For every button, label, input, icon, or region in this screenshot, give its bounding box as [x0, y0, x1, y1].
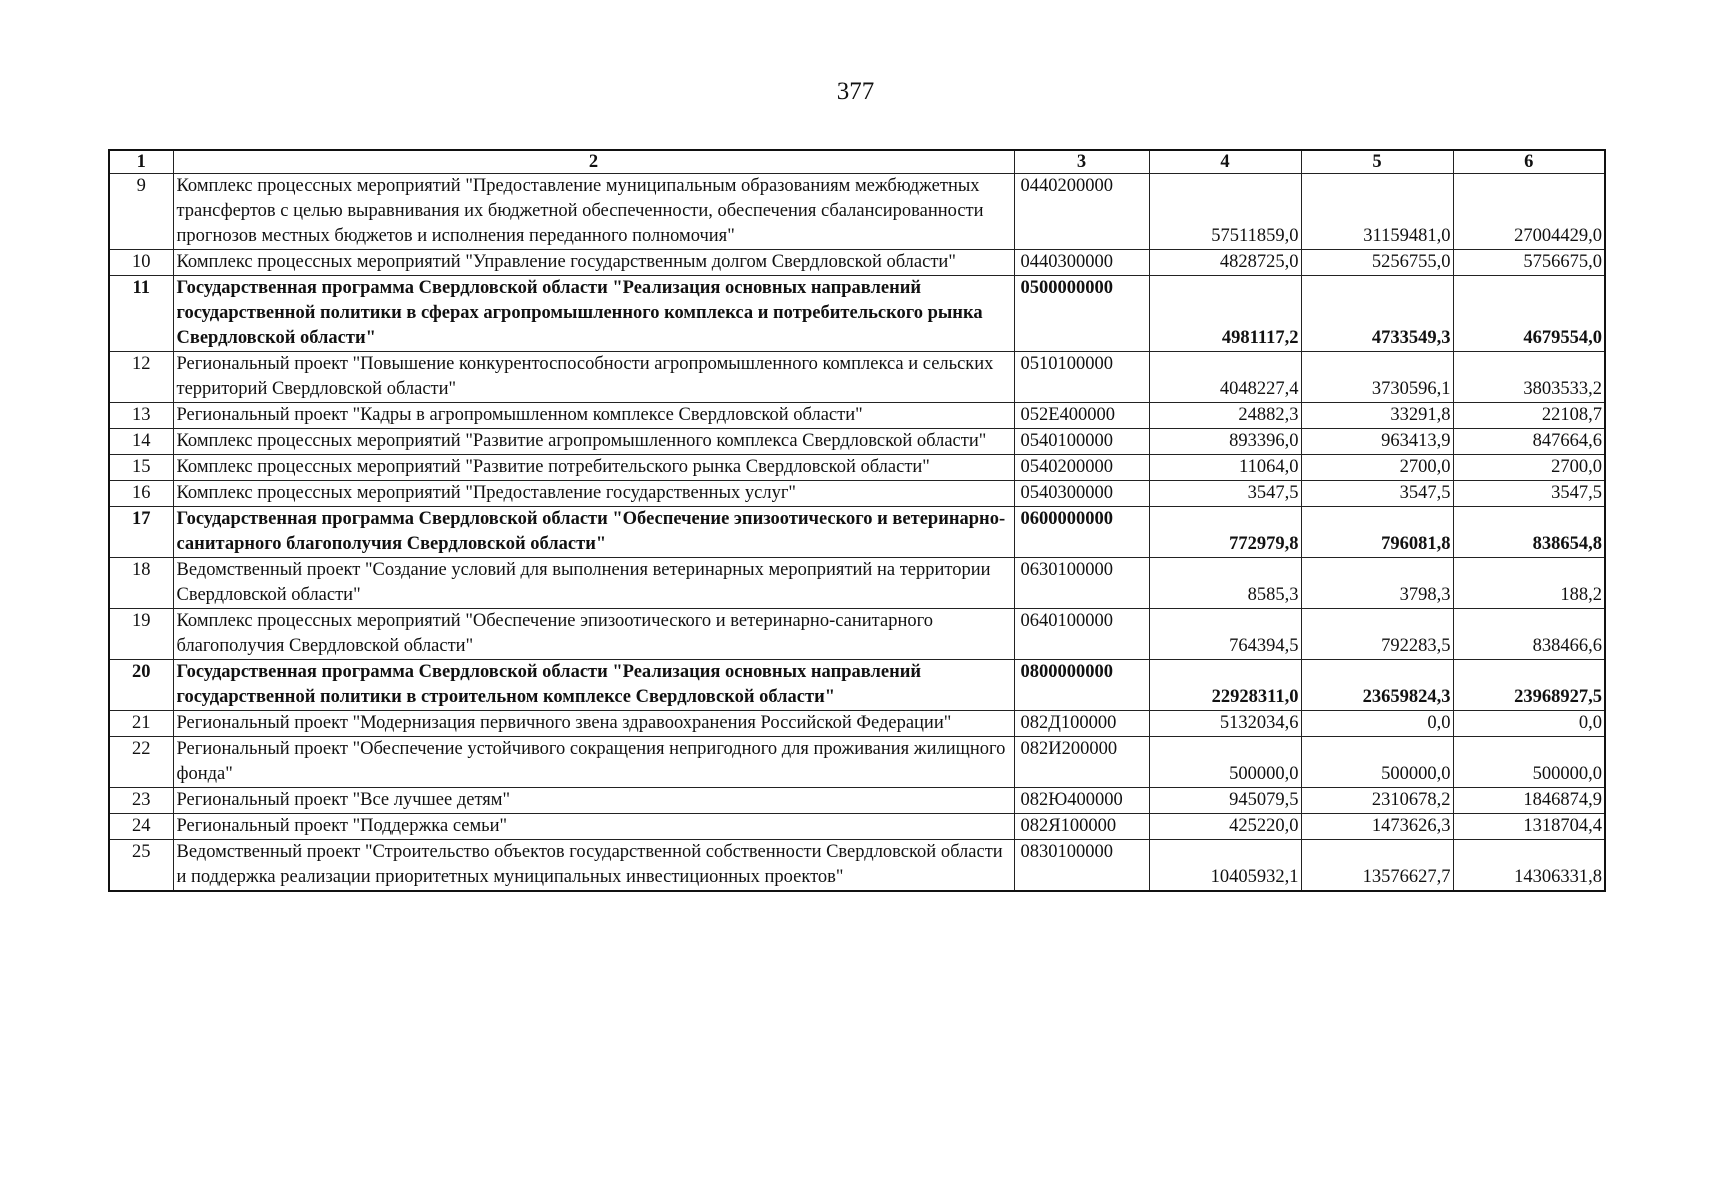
table-row — [109, 174, 1605, 250]
row-value-col4: 22928311,0 — [1149, 660, 1301, 711]
row-value-col6: 188,2 — [1453, 558, 1605, 609]
row-value-col5: 13576627,7 — [1301, 840, 1453, 892]
table-row — [109, 250, 1605, 276]
row-value-col5: 500000,0 — [1301, 737, 1453, 788]
row-number: 9 — [109, 174, 173, 250]
table-header — [109, 150, 1605, 174]
row-code: 082Ю400000 — [1014, 788, 1149, 814]
row-code: 0640100000 — [1014, 609, 1149, 660]
row-code: 0510100000 — [1014, 352, 1149, 403]
row-name: Государственная программа Свердловской области "Обеспечение эпизоотического и ветеринарно-санитарного благополучия Свердловской области" — [173, 507, 1014, 558]
row-name: Региональный проект "Повышение конкурентоспособности агропромышленного комплекса и сельских территорий Свердловской области" — [173, 352, 1014, 403]
row-value-col4: 772979,8 — [1149, 507, 1301, 558]
row-value-col6: 2700,0 — [1453, 455, 1605, 481]
row-value-col4: 764394,5 — [1149, 609, 1301, 660]
row-number: 18 — [109, 558, 173, 609]
table-row — [109, 276, 1605, 352]
column-header-4: 4 — [1149, 150, 1301, 174]
column-header-5: 5 — [1301, 150, 1453, 174]
row-code: 082Д100000 — [1014, 711, 1149, 737]
row-value-col6: 500000,0 — [1453, 737, 1605, 788]
row-value-col5: 5256755,0 — [1301, 250, 1453, 276]
table-row — [109, 403, 1605, 429]
row-code: 0440300000 — [1014, 250, 1149, 276]
table-row — [109, 481, 1605, 507]
row-value-col4: 5132034,6 — [1149, 711, 1301, 737]
row-value-col6: 14306331,8 — [1453, 840, 1605, 892]
row-value-col5: 3798,3 — [1301, 558, 1453, 609]
row-name: Государственная программа Свердловской области "Реализация основных направлений государственной политики в сферах агропромышленного комплекса и потребительского рынка Свердловской области" — [173, 276, 1014, 352]
column-header-3: 3 — [1014, 150, 1149, 174]
row-value-col6: 5756675,0 — [1453, 250, 1605, 276]
row-value-col4: 11064,0 — [1149, 455, 1301, 481]
row-value-col4: 425220,0 — [1149, 814, 1301, 840]
row-name: Региональный проект "Обеспечение устойчивого сокращения непригодного для проживания жилищного фонда" — [173, 737, 1014, 788]
row-number: 10 — [109, 250, 173, 276]
row-number: 11 — [109, 276, 173, 352]
row-name: Региональный проект "Все лучшее детям" — [173, 788, 1014, 814]
row-value-col5: 4733549,3 — [1301, 276, 1453, 352]
row-name: Комплекс процессных мероприятий "Развитие агропромышленного комплекса Свердловской области" — [173, 429, 1014, 455]
row-value-col6: 1846874,9 — [1453, 788, 1605, 814]
row-value-col5: 23659824,3 — [1301, 660, 1453, 711]
table-row — [109, 788, 1605, 814]
row-code: 0600000000 — [1014, 507, 1149, 558]
row-value-col6: 3803533,2 — [1453, 352, 1605, 403]
row-code: 0830100000 — [1014, 840, 1149, 892]
table-row — [109, 840, 1605, 892]
row-value-col5: 33291,8 — [1301, 403, 1453, 429]
row-value-col4: 500000,0 — [1149, 737, 1301, 788]
row-name: Комплекс процессных мероприятий "Предоставление муниципальным образованиям межбюджетных трансфертов с целью выравнивания их бюджетной обеспеченности, обеспечения сбалансированности прогнозов местных бюджетов и исполнения переданного полномочия" — [173, 174, 1014, 250]
row-value-col6: 23968927,5 — [1453, 660, 1605, 711]
header-row — [109, 150, 1605, 174]
row-value-col4: 4048227,4 — [1149, 352, 1301, 403]
row-value-col5: 31159481,0 — [1301, 174, 1453, 250]
column-header-1: 1 — [109, 150, 173, 174]
row-code: 0500000000 — [1014, 276, 1149, 352]
row-name: Региональный проект "Модернизация первичного звена здравоохранения Российской Федерации" — [173, 711, 1014, 737]
row-number: 12 — [109, 352, 173, 403]
row-name: Комплекс процессных мероприятий "Управление государственным долгом Свердловской области" — [173, 250, 1014, 276]
table-body — [109, 174, 1605, 892]
row-value-col6: 0,0 — [1453, 711, 1605, 737]
row-name: Комплекс процессных мероприятий "Обеспечение эпизоотического и ветеринарно-санитарного благополучия Свердловской области" — [173, 609, 1014, 660]
row-value-col5: 796081,8 — [1301, 507, 1453, 558]
row-number: 17 — [109, 507, 173, 558]
row-number: 19 — [109, 609, 173, 660]
row-value-col5: 792283,5 — [1301, 609, 1453, 660]
row-value-col5: 3730596,1 — [1301, 352, 1453, 403]
row-number: 24 — [109, 814, 173, 840]
row-code: 082И200000 — [1014, 737, 1149, 788]
row-number: 21 — [109, 711, 173, 737]
row-value-col4: 8585,3 — [1149, 558, 1301, 609]
row-value-col5: 1473626,3 — [1301, 814, 1453, 840]
table-row — [109, 558, 1605, 609]
row-value-col4: 893396,0 — [1149, 429, 1301, 455]
row-number: 15 — [109, 455, 173, 481]
table-row — [109, 352, 1605, 403]
budget-table — [108, 149, 1606, 892]
row-value-col6: 1318704,4 — [1453, 814, 1605, 840]
row-value-col6: 22108,7 — [1453, 403, 1605, 429]
table-row — [109, 814, 1605, 840]
row-value-col5: 963413,9 — [1301, 429, 1453, 455]
row-value-col5: 2310678,2 — [1301, 788, 1453, 814]
row-value-col5: 3547,5 — [1301, 481, 1453, 507]
table-row — [109, 737, 1605, 788]
row-value-col5: 0,0 — [1301, 711, 1453, 737]
row-code: 0630100000 — [1014, 558, 1149, 609]
row-value-col4: 10405932,1 — [1149, 840, 1301, 892]
row-code: 0800000000 — [1014, 660, 1149, 711]
row-value-col5: 2700,0 — [1301, 455, 1453, 481]
row-value-col4: 3547,5 — [1149, 481, 1301, 507]
table-row — [109, 429, 1605, 455]
row-code: 0540300000 — [1014, 481, 1149, 507]
row-code: 0540200000 — [1014, 455, 1149, 481]
table-row — [109, 455, 1605, 481]
row-number: 16 — [109, 481, 173, 507]
table-row — [109, 711, 1605, 737]
row-number: 25 — [109, 840, 173, 892]
row-value-col6: 4679554,0 — [1453, 276, 1605, 352]
row-code: 0540100000 — [1014, 429, 1149, 455]
row-number: 23 — [109, 788, 173, 814]
row-value-col6: 847664,6 — [1453, 429, 1605, 455]
column-header-2: 2 — [173, 150, 1014, 174]
row-name: Государственная программа Свердловской области "Реализация основных направлений государственной политики в строительном комплексе Свердловской области" — [173, 660, 1014, 711]
row-value-col4: 57511859,0 — [1149, 174, 1301, 250]
row-value-col6: 838654,8 — [1453, 507, 1605, 558]
column-header-6: 6 — [1453, 150, 1605, 174]
row-value-col6: 3547,5 — [1453, 481, 1605, 507]
row-number: 13 — [109, 403, 173, 429]
row-code: 052Е400000 — [1014, 403, 1149, 429]
table-row — [109, 609, 1605, 660]
row-name: Региональный проект "Кадры в агропромышленном комплексе Свердловской области" — [173, 403, 1014, 429]
table-row — [109, 660, 1605, 711]
row-value-col6: 27004429,0 — [1453, 174, 1605, 250]
row-value-col6: 838466,6 — [1453, 609, 1605, 660]
row-number: 22 — [109, 737, 173, 788]
row-name: Комплекс процессных мероприятий "Предоставление государственных услуг" — [173, 481, 1014, 507]
row-number: 14 — [109, 429, 173, 455]
row-value-col4: 945079,5 — [1149, 788, 1301, 814]
row-value-col4: 4981117,2 — [1149, 276, 1301, 352]
page-number: 377 — [836, 78, 875, 105]
row-number: 20 — [109, 660, 173, 711]
row-name: Ведомственный проект "Строительство объектов государственной собственности Свердловской области и поддержка реализации приоритетных муниципальных инвестиционных проектов" — [173, 840, 1014, 892]
row-name: Региональный проект "Поддержка семьи" — [173, 814, 1014, 840]
row-code: 0440200000 — [1014, 174, 1149, 250]
row-name: Комплекс процессных мероприятий "Развитие потребительского рынка Свердловской области" — [173, 455, 1014, 481]
row-value-col4: 24882,3 — [1149, 403, 1301, 429]
row-name: Ведомственный проект "Создание условий для выполнения ветеринарных мероприятий на территории Свердловской области" — [173, 558, 1014, 609]
table-row — [109, 507, 1605, 558]
row-code: 082Я100000 — [1014, 814, 1149, 840]
row-value-col4: 4828725,0 — [1149, 250, 1301, 276]
